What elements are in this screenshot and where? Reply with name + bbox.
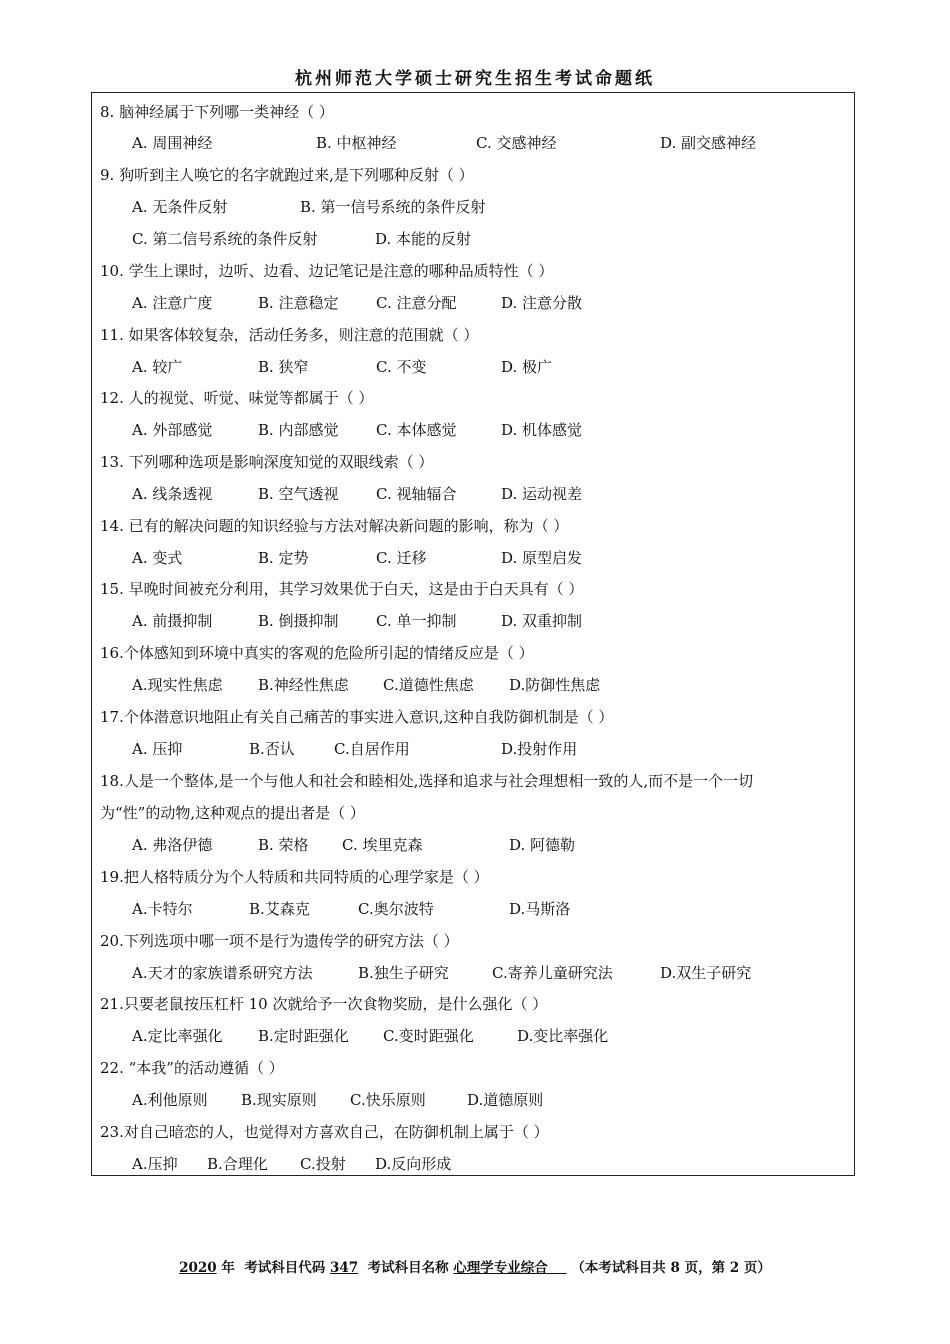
option-21-c: C.变时距强化	[383, 1027, 474, 1045]
question-18-continued: 为“性”的动物,这种观点的提出者是（ ）	[100, 804, 365, 822]
option-15-b: B. 倒摄抑制	[258, 612, 339, 630]
question-15: 15. 早晚时间被充分利用，其学习效果优于白天，这是由于白天具有（ ）	[100, 580, 584, 598]
option-19-b: B.艾森克	[249, 900, 310, 918]
question-10: 10. 学生上课时，边听、边看、边记笔记是注意的哪种品质特性（ ）	[100, 262, 554, 280]
option-8-b: B. 中枢神经	[316, 134, 397, 152]
option-13-d: D. 运动视差	[501, 485, 583, 503]
footer-subject-name: 心理学专业综合	[453, 1260, 567, 1276]
option-8-c: C. 交感神经	[476, 134, 557, 152]
option-9-b: B. 第一信号系统的条件反射	[300, 198, 486, 216]
option-18-b: B. 荣格	[258, 836, 309, 854]
footer-code-label: 年 考试科目代码	[216, 1260, 330, 1276]
option-23-c: C.投射	[300, 1155, 346, 1173]
option-10-c: C. 注意分配	[376, 294, 457, 312]
option-9-a: A. 无条件反射	[132, 198, 228, 216]
option-23-a: A.压抑	[132, 1155, 178, 1173]
question-12: 12. 人的视觉、听觉、味觉等都属于（ ）	[100, 389, 374, 407]
option-11-b: B. 狭窄	[258, 358, 309, 376]
option-19-a: A.卡特尔	[132, 900, 193, 918]
option-13-a: A. 线条透视	[132, 485, 213, 503]
option-8-a: A. 周围神经	[132, 134, 213, 152]
option-14-d: D. 原型启发	[501, 549, 583, 567]
exam-footer	[0, 1256, 950, 1276]
option-14-c: C. 迁移	[376, 549, 427, 567]
question-20: 20.下列选项中哪一项不是行为遗传学的研究方法（ ）	[100, 932, 459, 950]
option-9-c: C. 第二信号系统的条件反射	[132, 230, 318, 248]
option-12-a: A. 外部感觉	[132, 421, 213, 439]
question-13: 13. 下列哪种选项是影响深度知觉的双眼线索（ ）	[100, 453, 434, 471]
option-17-d: D.投射作用	[501, 740, 578, 758]
option-10-a: A. 注意广度	[132, 294, 213, 312]
footer-name-label: 考试科目名称	[358, 1260, 454, 1276]
option-17-b: B.否认	[249, 740, 295, 758]
question-14: 14. 已有的解决问题的知识经验与方法对解决新问题的影响，称为（ ）	[100, 517, 569, 535]
option-11-d: D. 极广	[501, 358, 553, 376]
option-19-d: D.马斯洛	[509, 900, 571, 918]
option-10-b: B. 注意稳定	[258, 294, 339, 312]
exam-paper-header: 杭州师范大学硕士研究生招生考试命题纸	[295, 69, 655, 89]
question-23: 23.对自己暗恋的人，也觉得对方喜欢自己，在防御机制上属于（ ）	[100, 1123, 549, 1141]
option-22-b: B.现实原则	[241, 1091, 317, 1109]
option-20-d: D.双生子研究	[660, 964, 752, 982]
option-22-c: C.快乐原则	[350, 1091, 426, 1109]
option-8-d: D. 副交感神经	[660, 134, 757, 152]
option-20-a: A.天才的家族谱系研究方法	[132, 964, 313, 982]
question-9: 9. 狗听到主人唤它的名字就跑过来,是下列哪种反射（ ）	[100, 166, 474, 184]
option-19-c: C.奥尔波特	[358, 900, 434, 918]
footer-subject-code: 347	[329, 1260, 359, 1276]
option-16-d: D.防御性焦虑	[509, 676, 601, 694]
option-18-d: D. 阿德勒	[509, 836, 576, 854]
option-15-d: D. 双重抑制	[501, 612, 583, 630]
question-8: 8. 脑神经属于下列哪一类神经（ ）	[100, 103, 334, 121]
question-21: 21.只要老鼠按压杠杆 10 次就给予一次食物奖励，是什么强化（ ）	[100, 995, 548, 1013]
option-15-c: C. 单一抑制	[376, 612, 457, 630]
option-12-d: D. 机体感觉	[501, 421, 583, 439]
question-11: 11. 如果客体较复杂，活动任务多，则注意的范围就（ ）	[100, 326, 479, 344]
option-17-c: C.自居作用	[334, 740, 410, 758]
option-15-a: A. 前摄抑制	[132, 612, 213, 630]
option-21-a: A.定比率强化	[132, 1027, 223, 1045]
option-17-a: A. 压抑	[132, 740, 183, 758]
option-23-b: B.合理化	[207, 1155, 268, 1173]
option-13-c: C. 视轴辐合	[376, 485, 457, 503]
question-22: 22. “本我”的活动遵循（ ）	[100, 1059, 284, 1077]
footer-year: 2020	[179, 1260, 217, 1276]
question-18: 18.人是一个整体,是一个与他人和社会和睦相处,选择和追求与社会理想相一致的人,而不是一个一切	[100, 772, 754, 790]
option-16-b: B.神经性焦虑	[258, 676, 349, 694]
option-22-d: D.道德原则	[467, 1091, 544, 1109]
footer-page-info: （本考试科目共 8 页，第 2 页）	[566, 1260, 771, 1276]
option-12-c: C. 本体感觉	[376, 421, 457, 439]
option-14-b: B. 定势	[258, 549, 309, 567]
option-20-c: C.寄养儿童研究法	[492, 964, 613, 982]
option-16-c: C.道德性焦虑	[383, 676, 474, 694]
option-11-c: C. 不变	[376, 358, 427, 376]
option-18-c: C. 埃里克森	[342, 836, 423, 854]
option-22-a: A.利他原则	[132, 1091, 208, 1109]
option-16-a: A.现实性焦虑	[132, 676, 223, 694]
option-23-d: D.反向形成	[375, 1155, 452, 1173]
question-17: 17.个体潜意识地阻止有关自己痛苦的事实进入意识,这种自我防御机制是（ ）	[100, 708, 614, 726]
option-11-a: A. 较广	[132, 358, 183, 376]
option-10-d: D. 注意分散	[501, 294, 583, 312]
option-13-b: B. 空气透视	[258, 485, 339, 503]
option-9-d: D. 本能的反射	[375, 230, 472, 248]
option-18-a: A. 弗洛伊德	[132, 836, 213, 854]
option-14-a: A. 变式	[132, 549, 183, 567]
question-16: 16.个体感知到环境中真实的客观的危险所引起的情绪反应是（ ）	[100, 644, 534, 662]
option-21-b: B.定时距强化	[258, 1027, 349, 1045]
option-20-b: B.独生子研究	[358, 964, 449, 982]
option-12-b: B. 内部感觉	[258, 421, 339, 439]
question-19: 19.把人格特质分为个人特质和共同特质的心理学家是（ ）	[100, 868, 489, 886]
option-21-d: D.变比率强化	[517, 1027, 609, 1045]
